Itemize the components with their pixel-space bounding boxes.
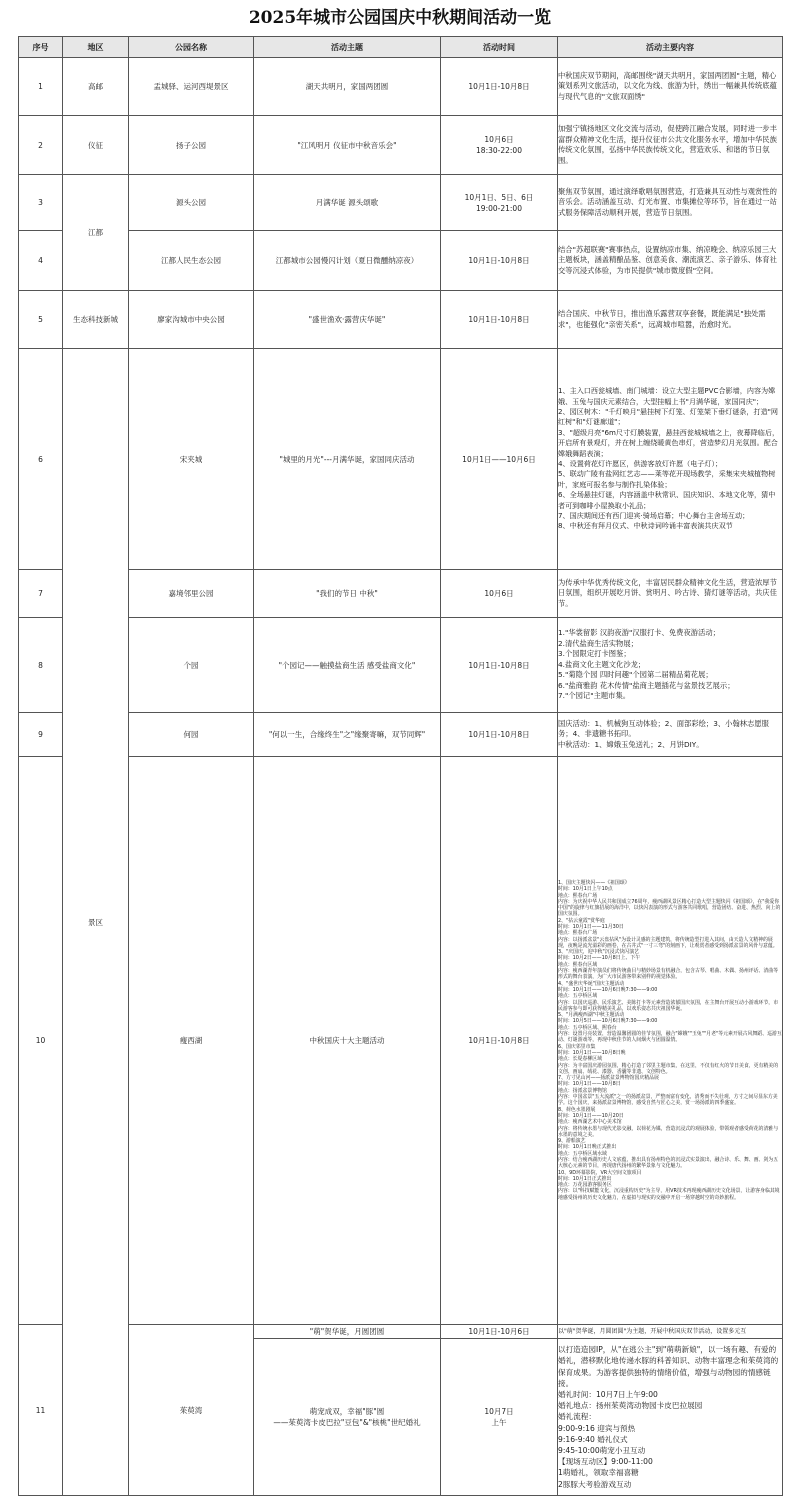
header-cell: 活动时间 [441, 37, 558, 58]
content-cell: 聚焦双节氛围，通过演绎歌唱氛围营造，打造兼具互动性与观赏性的音乐会。活动涵盖互动、灯光布置、市集摊位等环节，旨在通过一站式服务保障活动顺利开展，营造节日氛围。 [558, 175, 783, 231]
park-cell: 江都人民生态公园 [129, 231, 254, 291]
table-row [19, 58, 783, 116]
header-cell: 序号 [19, 37, 63, 58]
region-cell: 仪征 [63, 116, 129, 175]
table-row [19, 231, 783, 291]
theme-cell: "我们的节日 中秋" [254, 570, 441, 618]
park-cell: 源头公园 [129, 175, 254, 231]
content-cell: 1、主入口西瓮城墙、南门城墙：设立大型主题PVC合影墙，内容为嫦娥、玉兔与国庆元素结合，大型挂幅上书"月满华诞，家国同庆"； 2、园区树木："千灯映月"悬挂树下灯笼、灯笼架下垂灯谜条，打造"网红树"和"灯谜廊道"； 3、"超级月亮"6m尺寸灯膜装置，悬挂西瓮城城墙之上，夜幕降临后，开启所有景观灯，并在树上缠绕暖黄色串灯，营造梦幻月光氛围。配合嫦娥舞蹈表演； 4、设置荷花灯许愿区，供游客放灯许愿（电子灯）； 5、联动广陵有盐网红艺志——莱等花开现场教学，采集宋夹城植物树叶，家庭可报名参与制作扎染体验； 6、全场悬挂灯谜，内容涵盖中秋常识、国庆知识、本地文化等，猜中者可到咖啡小屋换取小礼品； 7、国庆期间还有西门迎宾·骑场启幕；中心舞台主舍场互动； 8、中秋还有拜月仪式、中秋诗词吟诵丰富表演共庆双节 [558, 349, 783, 570]
content-cell: 为传承中华优秀传统文化，丰富居民群众精神文化生活，营造浓厚节日氛围，组织开展吃月饼、赏明月、吟古诗、猜灯谜等活动，共庆佳节。 [558, 570, 783, 618]
activity-table [18, 36, 783, 1496]
region-cell: 江都 [63, 175, 129, 291]
table-row [19, 618, 783, 713]
row-number: 1 [19, 58, 63, 116]
row-number: 7 [19, 570, 63, 618]
row-number: 8 [19, 618, 63, 713]
content-cell: 结合"苏超联赛"赛事热点，设置纳凉市集、纳凉晚会、纳凉乐园三大主题板块，涵盖精酿品鉴、创意美食、潮流演艺、亲子游乐、体育社交等沉浸式体验，为市民提供"城市微度假"空间。 [558, 231, 783, 291]
content-cell: 1、国庆主题快闪——《祖国颂》 时间：10月1日上午10点 地点：熙春台广场 内容：为庆祝中华人民共和国成立76周年，瘦西湖风景区精心打造大型主题快闪《祖国颂》，在"我爱你中国"的旋律与红旗招展的海洋中，以快闪表演的形式与游客共同歌唱，营造团结、奋进、热烈、向上的国庆氛围。 2、"拈云童霞"赏华庭 时间：10月1日——11月30日 地点：熙春台广场 内容：以扬派盆景"云盘拈风"为设计灵感的主题建筑，将传统造型打进入其间，由天造人文精神的展现，夜晚是流光溢彩的画卷，在古井式"一寸三弯"的刻画下，让观赏者感受到扬派盆景的风骨与意蕴。 3、"庆国庆，迎中秋"沉浸式快闪演艺 时间：10月2日——10月8日上、下午 地点：熙春台区域 内容：瘦西湖青年演员们将传统曲目与精妙场景有机融合，包含古琴、唱曲、木偶、扬州评话、清曲等形式的舞台表演，为广大市民游客带来别样的视觉体验。 4、"盛世庆华诞"国庆主题活动 时间：10月1日——10月6日晚7:30——9:00 地点：五亭桥区域 内容：以国庆巡游、民乐演艺、美陈打卡等元素营造浓郁国庆氛围，在主舞台开展互动小游戏环节，市民游客参与即可获得精美礼品，以欢乐姿态共庆祖国华诞。 5、"月满瘦西湖"中秋主题活动 时间：10月5日——10月6日晚7:30——9:00 地点：五亭桥区域、熙春台 内容：设置月亮装置，营造温馨团圆的佳节氛围，融合"嫦娥""玉兔""月老"等元素开展古风舞蹈、巡游互动、灯谜游戏等，再现中秋佳节的人间烟火与团圆温情。 6、国庆邻里市集 时间：10月1日——10月8日晚 地点：长堤春柳区域 内容：为丰富国庆游园氛围，精心打造了邻里主题市集，在这里，不仅有红火的节日美食，更有精美的文创、画扇、绒花、漆器、香囊等非遗、文创特色。 7、方寸见山河——扬派盆景博物馆国庆精品展 时间：10月1日——10月8日 地点：扬派盆景博物馆 内容：中国盆景"五大流派"之一的扬派盆景，严整而富有变化，清秀而不失壮观，方寸之间尽显东方美学。这个国庆，来扬派盆景博物馆，感受自然与匠心之美，赏一场扬派的四季盛宴。 8、荷色水墨剧展 时间：10月1日——10月20日 地点：瘦西湖艺术中心美术馆 内容：将传统水墨与现代光影交融，以荷花为媒，营造沉浸式的观展体验，带领观者感受荷花的清雅与水墨的意境之美。 9、游船演艺 时间：10月1日晚正式推出 地点：五亭桥区域水域 内容：结合瘦西湖历史人文底蕴，推出具有扬州特色的沉浸式实景演出，融合诗、乐、舞、画、剑为五大核心元素的节目，再现唐代扬州的繁华景象与文化魅力。 10、9D环幕影院，VR大空间文旅项目 时间：10月1日正式推出 地点：万花园游客服务区 内容：以"科技赋能文化，沉浸重构历史"为主导，用VR技术再现瘦西湖历史文化场景，让游客身临其境地感受扬州的历史文化魅力，在虚拟与现实的交融中开启一场穿越时空的奇妙旅程。 [558, 757, 783, 1325]
time-cell: 10月1日-10月6日 [441, 1325, 558, 1339]
region-cell: 景区 [63, 349, 129, 1496]
park-cell: 茱萸湾 [129, 1325, 254, 1496]
row-number: 11 [19, 1325, 63, 1496]
theme-cell: 江都城市公园慢闪计划（夏日微醺纳凉夜） [254, 231, 441, 291]
time-cell: 10月1日-10月8日 [441, 58, 558, 116]
row-number: 5 [19, 291, 63, 349]
theme-cell: 湖天共明月，家国两团圆 [254, 58, 441, 116]
content-cell: 以打造造园IP，从"在逃公主"到"萌萌新娘"，以一场有趣、有爱的婚礼，潜移默化地传递水豚的科普知识、动物丰富理念和茱萸湾的保育成果。为游客提供独特的情绪价值，增强与动物园的情感链接。 婚礼时间：10月7日上午9:00 婚礼地点：扬州茱萸湾动物园卡皮巴拉展园 婚礼流程： 9:00-9:16 迎宾与预热 9:16-9:40 婚礼仪式 9:45-10:00萌宠小丑互动 【现场互动区】9:00-11:00 1萌婚礼，领取幸福喜糖 2豚豚大考验游戏互动 [558, 1339, 783, 1496]
page-title: 2025年城市公园国庆中秋期间活动一览 [248, 8, 552, 28]
park-cell: 瘦西湖 [129, 757, 254, 1325]
table-row [19, 570, 783, 618]
row-number: 4 [19, 231, 63, 291]
park-cell: 盂城驿、运河西堤景区 [129, 58, 254, 116]
header-cell: 地区 [63, 37, 129, 58]
theme-cell: "城里的月光"---月满华诞，家国同庆活动 [254, 349, 441, 570]
park-cell: 个园 [129, 618, 254, 713]
content-cell: 1."华裳留影 汉韵夜游"汉服打卡、免费夜游活动； 2.清代盐商生活实物展； 3.个园限定打卡图鉴； 4.盐商文化主题文化沙龙； 5."菊隐个园 四时问趣"个园第二届精品菊花展； 6."盐商雅韵 花木传情"盐商主题插花与盆景技艺展示； 7."个园记"主题市集。 [558, 618, 783, 713]
content-cell: 加强宁镇扬地区文化交流与活动，促使跨江融合发展，同时进一步丰富群众精神文化生活，提升仪征市公共文化服务水平，增加中华民族传统文化氛围，弘扬中华民族传统文化，营造欢乐、和谐的节日氛围。 [558, 116, 783, 175]
theme-cell: "盛世渔欢·露营庆华诞" [254, 291, 441, 349]
theme-cell: "个园记——触摸盐商生活 感受盐商文化" [254, 618, 441, 713]
time-cell: 10月1日-10月8日 [441, 231, 558, 291]
header-cell: 公园名称 [129, 37, 254, 58]
time-cell: 10月1日-10月8日 [441, 757, 558, 1325]
region-cell: 生态科技新城 [63, 291, 129, 349]
content-cell: 国庆活动：1、机械狗互动体验；2、面部彩绘；3、小翰林志愿服务；4、非遗糖书拓印。 中秋活动：1、嫦娥玉兔送礼；2、月饼DIY。 [558, 713, 783, 757]
row-number: 9 [19, 713, 63, 757]
table-row [19, 291, 783, 349]
table-row [19, 1325, 783, 1339]
theme-cell: 中秋国庆十大主题活动 [254, 757, 441, 1325]
row-number: 6 [19, 349, 63, 570]
theme-cell: "何以一生，合缘终生"之"缘聚寄嘛，双节同辉" [254, 713, 441, 757]
theme-cell: 月满华诞 源头颂歌 [254, 175, 441, 231]
header-cell: 活动主题 [254, 37, 441, 58]
row-number: 3 [19, 175, 63, 231]
table-row [19, 713, 783, 757]
time-cell: 10月1日、5日、6日 19:00-21:00 [441, 175, 558, 231]
table-row [19, 116, 783, 175]
row-number: 2 [19, 116, 63, 175]
time-cell: 10月6日 [441, 570, 558, 618]
row-number: 10 [19, 757, 63, 1325]
park-cell: 廖家沟城市中央公园 [129, 291, 254, 349]
table-row [19, 175, 783, 231]
time-cell: 10月1日-10月8日 [441, 291, 558, 349]
content-cell: 中秋国庆双节期间，高邮围绕"湖天共明月，家国两团圆"主题，精心策划系列文旅活动，以文化为线、旅游为针，绣出一幅兼具传统底蕴与现代气息的"文旅双面绣" [558, 58, 783, 116]
time-cell: 10月7日 上午 [441, 1339, 558, 1496]
theme-cell: "江风明月 仪征市中秋音乐会" [254, 116, 441, 175]
park-cell: 何园 [129, 713, 254, 757]
region-cell: 高邮 [63, 58, 129, 116]
theme-cell: 萌宠成双，幸福"豚"圆 ——茱萸湾卡皮巴拉"豆包"&"核桃"世纪婚礼 [254, 1339, 441, 1496]
table-row [19, 757, 783, 1325]
header-cell: 活动主要内容 [558, 37, 783, 58]
park-cell: 宋夹城 [129, 349, 254, 570]
time-cell: 10月6日 18:30-22:00 [441, 116, 558, 175]
time-cell: 10月1日——10月6日 [441, 349, 558, 570]
time-cell: 10月1日-10月8日 [441, 618, 558, 713]
theme-cell: "萌"贺华诞，月圆团圆 [254, 1325, 441, 1339]
park-cell: 嘉境邻里公园 [129, 570, 254, 618]
park-cell: 扬子公园 [129, 116, 254, 175]
table-header-row [19, 37, 783, 58]
content-cell: 结合国庆、中秋节日，推出渔乐露营双享套餐，既能满足"独处需求"，也能强化"亲密关系"，远离城市喧嚣，治愈时光。 [558, 291, 783, 349]
table-row [19, 349, 783, 570]
time-cell: 10月1日-10月8日 [441, 713, 558, 757]
content-cell: 以"萌"贺华诞，月圆团圆"为主题，开展中秋国庆双节活动，设置多元互 [558, 1325, 783, 1339]
